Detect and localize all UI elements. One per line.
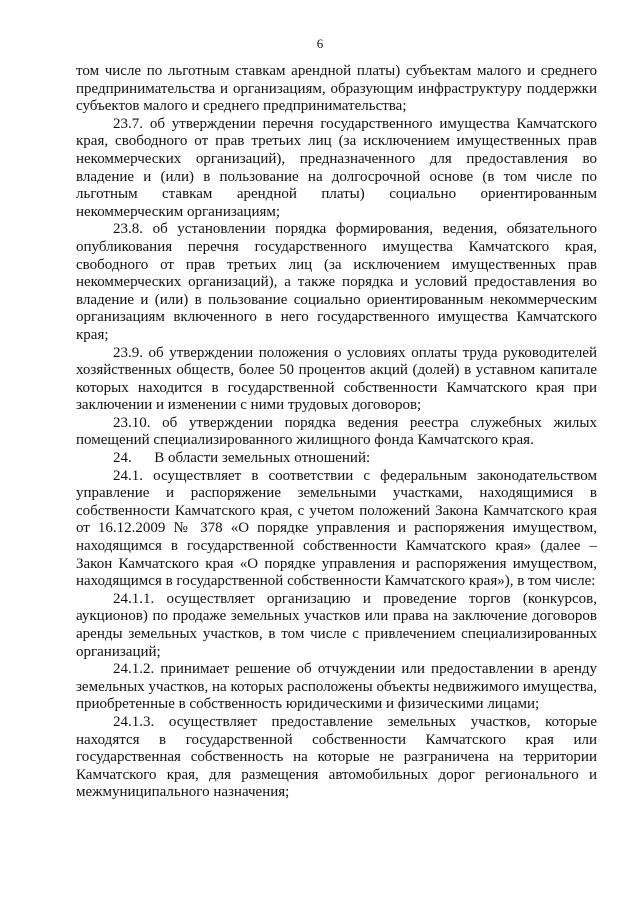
page-number: 6	[316, 36, 324, 51]
paragraph-24-1-2: 24.1.2. принимает решение об отчуждении или предоставлении в аренду земельных участков, на которых расположены объекты недвижимого имущества, приобретенные в собственность юридическими и физическими лицами;	[76, 661, 597, 713]
paragraph-23-7: 23.7. об утверждении перечня государственного имущества Камчатского края, свободного от прав третьих лиц (за исключением имущественных прав некоммерческих организаций), предназначенного для предоставления во владение и (или) в пользование на долгосрочной основе (в том числе по льготным ставкам арендной платы) социально ориентированным некоммерческим организациям;	[76, 115, 597, 220]
paragraph-24-1-1: 24.1.1. осуществляет организацию и проведение торгов (конкурсов, аукционов) по продаже земельных участков или права на заключение договоров аренды земельных участков, в том числе с привлечением специализированных организаций;	[76, 590, 597, 660]
paragraph-23-8: 23.8. об установлении порядка формирования, ведения, обязательного опубликования перечня государственного имущества Камчатского края, свободного от прав третьих лиц (за исключением имущественных прав некоммерческих организаций), а также порядка и условий предоставления во владение и (или) в пользование социально ориентированным некоммерческим организациям включенного в него государственного имущества Камчатского края;	[76, 221, 597, 343]
paragraph-24: 24. В области земельных отношений:	[113, 450, 371, 467]
paragraph-continuation: том числе по льготным ставкам арендной платы) субъектам малого и среднего предпринимательства и организациям, образующим инфраструктуру поддержки субъектов малого и среднего предпринимательства;	[76, 63, 597, 115]
paragraph-23-9: 23.9. об утверждении положения о условиях оплаты труда руководителей хозяйственных обществ, более 50 процентов акций (долей) в уставном капитале которых находится в государственной собственности Камчатского края при заключении и изменении с ними трудовых договоров;	[76, 344, 597, 414]
paragraph-23-10: 23.10. об утверждении порядка ведения реестра служебных жилых помещений специализированного жилищного фонда Камчатского края.	[76, 414, 597, 449]
paragraph-24-1-3: 24.1.3. осуществляет предоставление земельных участков, которые находятся в государственной собственности Камчатского края или государственная собственность на которые не разграничена на территории Камчатского края, для размещения автомобильных дорог регионального и межмуниципального назначения;	[76, 713, 597, 801]
document-body	[76, 63, 597, 802]
paragraph-24-1: 24.1. осуществляет в соответствии с федеральным законодательством управление и распоряжение земельными участками, находящимися в собственности Камчатского края, с учетом положений Закона Камчатского края от 16.12.2009 № 378 «О порядке управления и распоряжения имуществом, находящимся в государственной собственности Камчатского края» (далее – Закон Камчатского края «О порядке управления и распоряжения имуществом, находящимся в государственной собственности Камчатского края»), в том числе:	[76, 467, 597, 590]
